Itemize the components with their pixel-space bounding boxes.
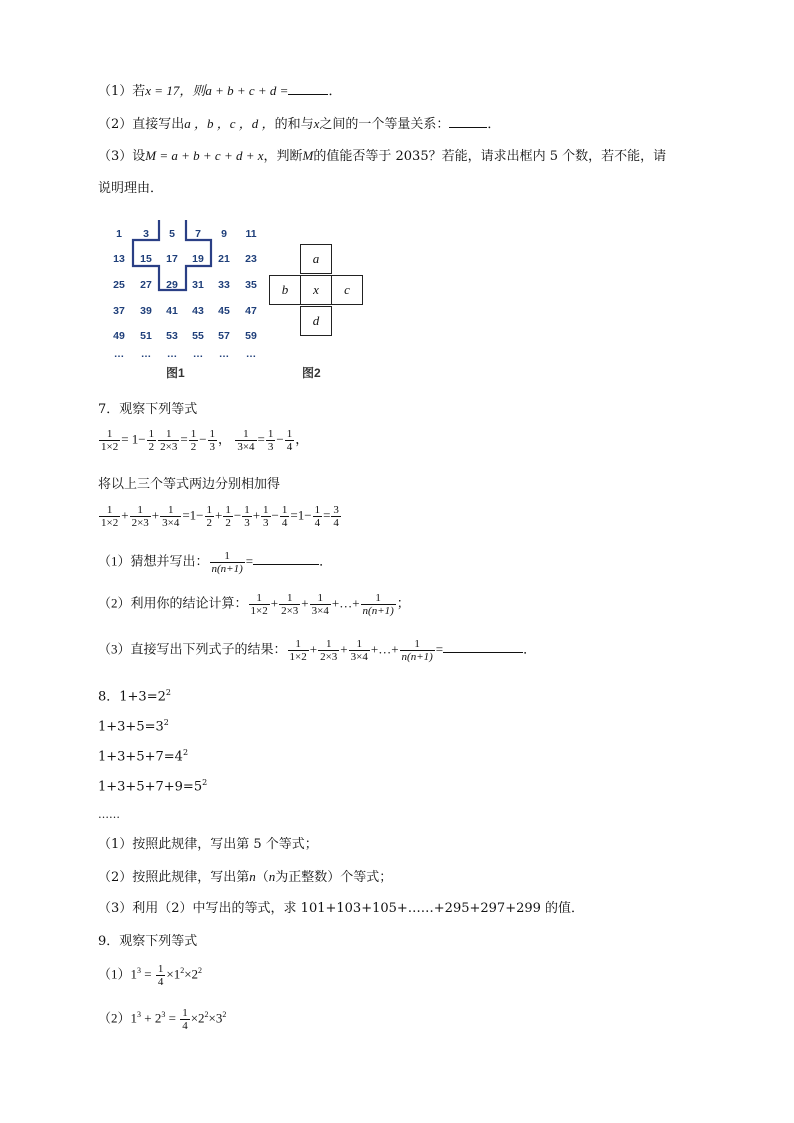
fraction: $\frac{1}{3\times 4}$	[237, 428, 255, 453]
q7-part1: （1）猜想并写出： $\frac{1}{n(n+1)}$ = ．	[98, 550, 333, 575]
grid-ellipsis: …	[140, 348, 152, 360]
q6-p2-text: （2）直接写出	[98, 117, 185, 132]
grid-number: 29	[166, 279, 178, 291]
q6-part3-cont: 说明理由．	[98, 181, 164, 196]
grid-ellipsis: …	[192, 348, 204, 360]
figure1-caption: 图1	[166, 366, 185, 380]
grid-number: 11	[245, 228, 257, 240]
q8-part3: （3）利用（2）中写出的等式，求 101+103+105+……+295+297+299 的值．	[98, 901, 585, 916]
q9-part2: $(2)1^3 + 2^3$ = $\frac{1}{4}$ $\times 2^2\times 3^2$	[98, 1006, 227, 1032]
grid-number: 17	[166, 253, 178, 265]
fraction: $\frac{1}{2}$	[190, 428, 197, 453]
q8-line2: $1+3+5=3^2$	[98, 718, 169, 735]
grid-number: 49	[113, 330, 125, 342]
grid-ellipsis: …	[218, 348, 230, 360]
q8-line4: $1+3+5+7+9=5^2$	[98, 778, 208, 795]
grid-number: 53	[166, 330, 178, 342]
grid-number: 3	[143, 228, 149, 240]
q8-part1: （1）按照此规律，写出第 5 个等式；	[98, 837, 318, 852]
q6-p1-text: （1）若	[98, 84, 146, 99]
grid-number: 5	[169, 228, 175, 240]
figure1-number-grid	[110, 220, 270, 360]
q6-p3-M: M	[302, 148, 314, 163]
grid-number: 33	[218, 279, 230, 291]
q9-title: 9．观察下列等式	[98, 934, 198, 949]
grid-number: 57	[218, 330, 230, 342]
fraction: $\frac{1}{3}$	[267, 428, 274, 453]
fraction: $\frac{1}{2\times 3}$	[160, 428, 178, 453]
q6-p1-cond: x = 17，则	[145, 83, 206, 98]
answer-blank[interactable]	[443, 640, 523, 653]
fraction: $\frac{1}{1\times 2}$	[101, 428, 119, 453]
q6-p2-text2: 的和与	[274, 117, 314, 132]
grid-number: 39	[140, 305, 152, 317]
grid-number: 19	[192, 253, 204, 265]
q7-equations-1: $\frac{1}{1\times 2}$ = 1− $\frac{1}{2}$ $\frac{1}{2\times 3}$ = $\frac{1}{2}$ − $\frac{1}{3}$ ， $\frac{1}{3\times 4}$ = $\frac{1}{3}$ − $\frac{1}{4}$ ，	[101, 428, 309, 453]
grid-number: 43	[192, 305, 204, 317]
q6-part3	[98, 147, 666, 166]
grid-ellipsis: …	[166, 348, 178, 360]
grid-number: 21	[218, 253, 230, 265]
q9-part1: $(1)1^3$ = $\frac{1}{4}$ $\times 1^2\times 2^2$	[98, 962, 203, 988]
q6-p2-vars: a ，b ，c ，d ，	[184, 116, 275, 131]
q8-part2: （2）按照此规律，写出第n（n为正整数）个等式；	[98, 869, 393, 885]
grid-number: 37	[113, 305, 125, 317]
q7-part2: （2）利用你的结论计算： $\frac{1}{1\times 2}$ + $\frac{1}{2\times 3}$ + $\frac{1}{3\times 4}$ +…+ $\frac{1}{n(n+1)}$ ；	[98, 592, 410, 617]
q6-p3-expr: M = a + b + c + d + x	[145, 148, 264, 163]
grid-ellipsis: …	[113, 348, 125, 360]
grid-number: 41	[166, 305, 178, 317]
q6-p3-text2: ，判断	[263, 149, 303, 164]
box-a: a	[300, 244, 332, 274]
grid-number: 55	[192, 330, 204, 342]
grid-number: 59	[245, 330, 257, 342]
answer-blank[interactable]	[253, 552, 319, 565]
fraction: $\frac{1}{3}$	[209, 428, 216, 453]
fraction: $\frac{1}{4}$	[286, 428, 293, 453]
grid-number: 9	[221, 228, 227, 240]
box-c: c	[331, 275, 363, 305]
fraction: $\frac{1}{2}$	[148, 428, 155, 453]
q8-title: 8．$1+3=2^2$	[98, 688, 171, 705]
q7-title: 7．观察下列等式	[98, 402, 198, 417]
grid-number: 51	[140, 330, 152, 342]
figure2-caption: 图2	[302, 366, 321, 380]
box-x: x	[300, 275, 332, 305]
grid-number: 1	[116, 228, 122, 240]
grid-number: 31	[192, 279, 204, 291]
q6-p3-text3: 的值能否等于 2035？若能，请求出框内 5 个数，若不能，请	[313, 149, 667, 164]
grid-number: 23	[245, 253, 257, 265]
q8-line3: $1+3+5+7=4^2$	[98, 748, 189, 765]
q6-part2: （2）直接写出a ，b ，c ，d ，的和与x之间的一个等量关系： ．	[98, 116, 501, 132]
q6-p3-text: （3）设	[98, 149, 146, 164]
q6-p1-expr: a + b + c + d =	[205, 83, 289, 98]
answer-blank[interactable]	[449, 115, 487, 128]
grid-number: 27	[140, 279, 152, 291]
grid-number: 13	[113, 253, 125, 265]
grid-number: 35	[245, 279, 257, 291]
grid-ellipsis: …	[245, 348, 257, 360]
answer-blank[interactable]	[288, 82, 328, 95]
grid-number: 7	[195, 228, 201, 240]
q6-p2-text3: 之间的一个等量关系：	[319, 117, 450, 132]
grid-number: 45	[218, 305, 230, 317]
box-d: d	[300, 306, 332, 336]
q7-part3: （3）直接写出下列式子的结果： $\frac{1}{1\times 2}$ + $\frac{1}{2\times 3}$ + $\frac{1}{3\times 4}$ +…+ $\frac{1}{n(n+1)}$ = ．	[98, 638, 537, 663]
grid-number: 47	[245, 305, 257, 317]
grid-number: 25	[113, 279, 125, 291]
q6-part1: （1）若x = 17，则a + b + c + d = ．	[98, 83, 342, 99]
grid-number: 15	[140, 253, 152, 265]
box-b: b	[269, 275, 301, 305]
q8-ellipsis: ……	[98, 808, 120, 821]
q7-sum-equation: $\frac{1}{1\times 2}$ + $\frac{1}{2\times 3}$ + $\frac{1}{3\times 4}$ =1− $\frac{1}{2}$ + $\frac{1}{2}$ − $\frac{1}{3}$ + $\frac{1}{3}$ − $\frac{1}{4}$ =1− $\frac{1}{4}$ = $\frac{3}{4}$	[101, 504, 339, 529]
q7-combine: 将以上三个等式两边分别相加得	[98, 477, 281, 492]
q6-p2-x: x	[313, 116, 320, 131]
